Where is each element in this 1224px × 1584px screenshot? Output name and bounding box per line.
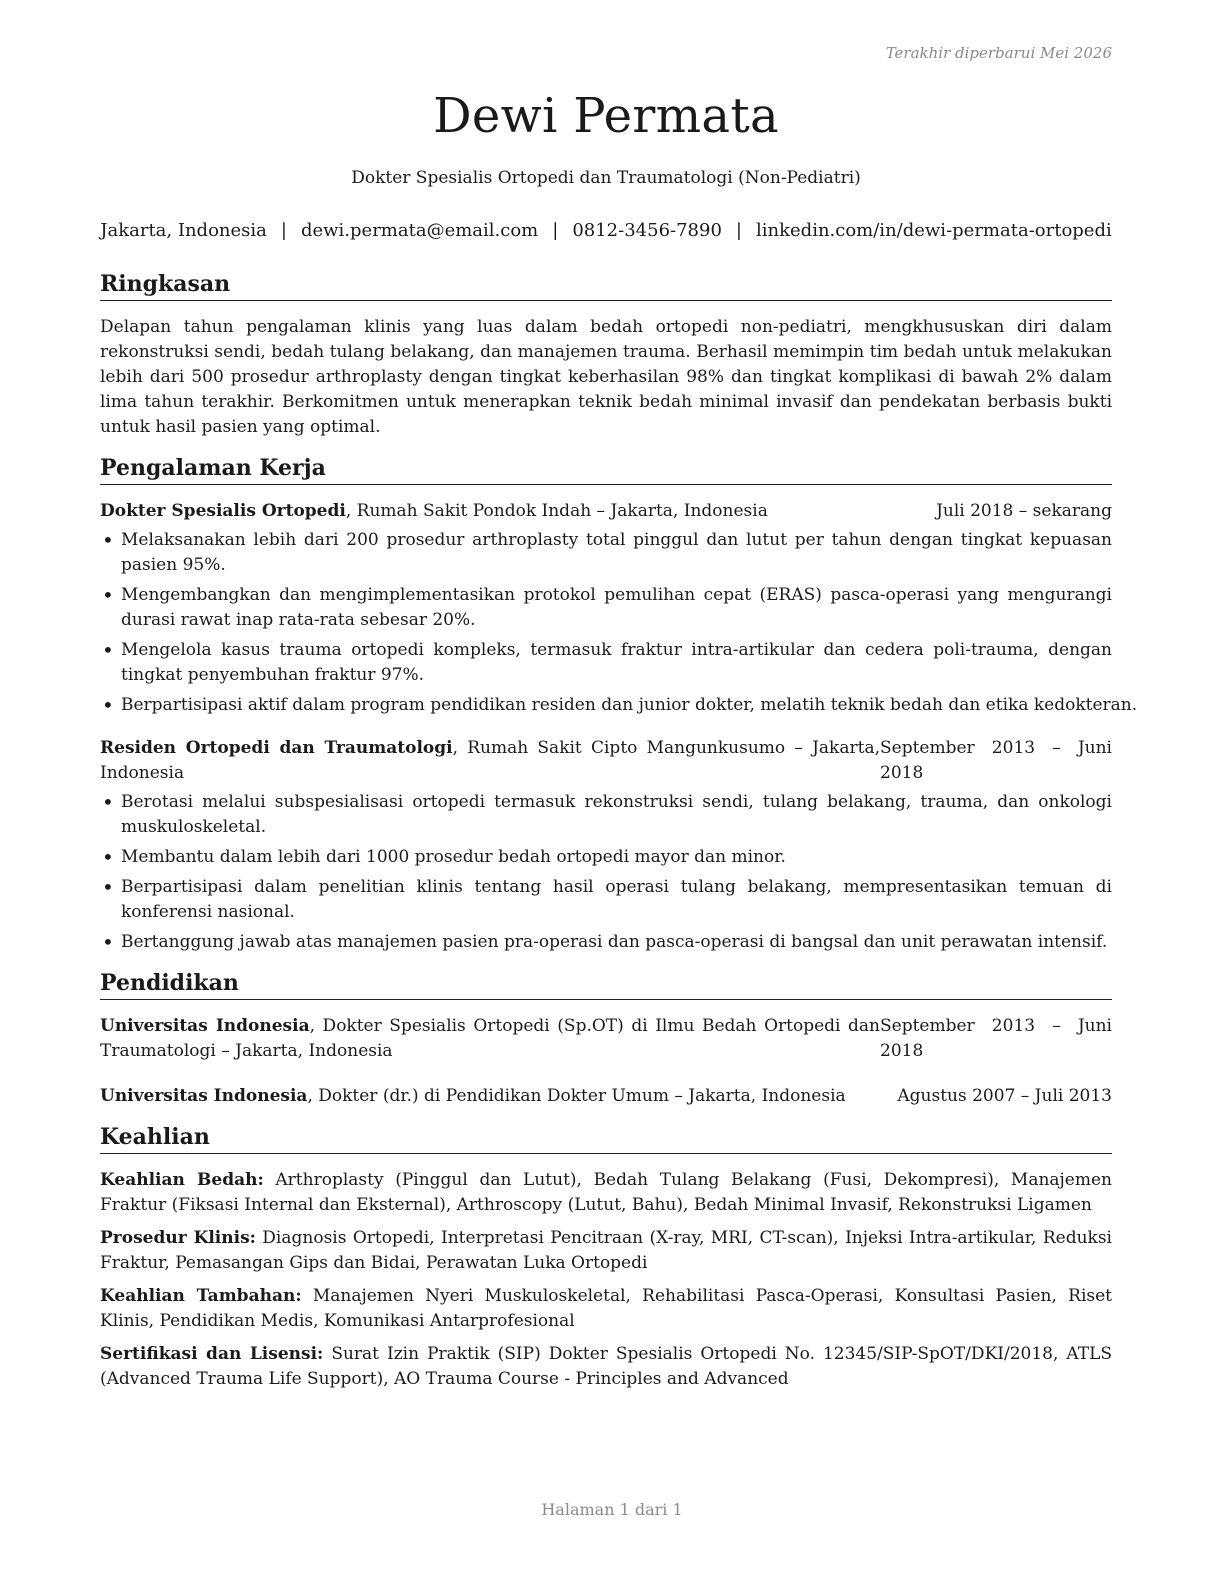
list-item: • Berpartisipasi dalam penelitian klinis tentang hasil operasi tulang belakang, mempresentasikan temuan di konferensi nasional. bbox=[100, 875, 1112, 925]
education-section bbox=[100, 969, 1112, 1109]
contact-line bbox=[100, 220, 1112, 241]
skill-text: Arthroplasty (Pinggul dan Lutut), Bedah Tulang Belakang (Fusi, Dekompresi), Manajemen Fraktur (Fiksasi Internal dan Eksternal), Arthroscopy (Lutut, Bahu), Bedah Minimal Invasif, Rekonstruksi Ligamen bbox=[100, 1170, 1112, 1215]
resume-content bbox=[100, 270, 1138, 1406]
skill-label: Prosedur Klinis: bbox=[100, 1228, 256, 1248]
job-title-line bbox=[100, 499, 936, 524]
education-line bbox=[100, 1084, 897, 1109]
school-name: Universitas Indonesia bbox=[100, 1016, 310, 1036]
list-item: • Berpartisipasi aktif dalam program pendidikan residen dan junior dokter, melatih teknik bedah dan etika kedokteran. bbox=[100, 693, 1112, 718]
person-name: Dewi Permata bbox=[433, 88, 779, 144]
contact-linkedin[interactable]: linkedin.com/in/dewi-permata-ortopedi bbox=[756, 220, 1112, 241]
skill-text: Manajemen Nyeri Muskuloskeletal, Rehabilitasi Pasca-Operasi, Konsultasi Pasien, Riset Klinis, Pendidikan Medis, Komunikasi Antarprofesional bbox=[100, 1286, 1112, 1331]
job-header bbox=[100, 499, 1112, 524]
job-org: , Rumah Sakit Cipto Mangunkusumo – Jakarta, Indonesia bbox=[100, 738, 880, 783]
contact-separator: | bbox=[280, 220, 287, 241]
skill-row bbox=[100, 1226, 1112, 1276]
contact-phone[interactable]: 0812-3456-7890 bbox=[572, 220, 722, 241]
list-item: • Bertanggung jawab atas manajemen pasien pra-operasi dan pasca-operasi di bangsal dan unit perawatan intensif. bbox=[100, 930, 1112, 955]
list-item: • Berotasi melalui subspesialisasi ortopedi termasuk rekonstruksi sendi, tulang belakang, trauma, dan onkologi muskuloskeletal. bbox=[100, 790, 1112, 840]
job-bullets bbox=[100, 528, 1138, 718]
skill-row bbox=[100, 1342, 1112, 1392]
school-name: Universitas Indonesia bbox=[100, 1086, 308, 1106]
contact-separator: | bbox=[735, 220, 742, 241]
experience-section bbox=[100, 454, 1138, 955]
last-updated: Terakhir diperbarui Mei 2026 bbox=[885, 44, 1112, 62]
contact-email[interactable]: dewi.permata@email.com bbox=[300, 220, 539, 241]
list-item: • Membantu dalam lebih dari 1000 prosedur bedah ortopedi mayor dan minor. bbox=[100, 845, 1112, 870]
skill-label: Keahlian Tambahan: bbox=[100, 1286, 302, 1306]
job-dates: September 2013 – Juni 2018 bbox=[880, 738, 1112, 783]
education-dates: September 2013 – Juni 2018 bbox=[880, 1016, 1112, 1061]
page-number: Halaman 1 dari 1 bbox=[541, 1500, 683, 1519]
job-title: Residen Ortopedi dan Traumatologi bbox=[100, 738, 453, 758]
job-subtitle: Dokter Spesialis Ortopedi dan Traumatologi (Non-Pediatri) bbox=[351, 168, 861, 188]
skill-row bbox=[100, 1168, 1112, 1218]
section-heading: Ringkasan bbox=[100, 270, 1112, 301]
list-item: • Mengembangkan dan mengimplementasikan protokol pemulihan cepat (ERAS) pasca-operasi yang mengurangi durasi rawat inap rata-rata sebesar 20%. bbox=[100, 583, 1112, 633]
skill-text: Diagnosis Ortopedi, Interpretasi Pencitraan (X-ray, MRI, CT-scan), Injeksi Intra-artikular, Reduksi Fraktur, Pemasangan Gips dan Bidai, Perawatan Luka Ortopedi bbox=[100, 1228, 1112, 1273]
education-header bbox=[100, 1014, 1112, 1064]
section-heading: Pengalaman Kerja bbox=[100, 454, 1112, 485]
education-entry bbox=[100, 1014, 1112, 1064]
job-entry bbox=[100, 499, 1138, 718]
job-title-line bbox=[100, 736, 880, 786]
job-entry bbox=[100, 736, 1112, 955]
skill-label: Sertifikasi dan Lisensi: bbox=[100, 1344, 324, 1364]
education-entry bbox=[100, 1084, 1112, 1109]
degree: , Dokter (dr.) di Pendidikan Dokter Umum – Jakarta, Indonesia bbox=[307, 1086, 846, 1106]
degree: , Dokter Spesialis Ortopedi (Sp.OT) di Ilmu Bedah Ortopedi dan Traumatologi – Jakarta, Indonesia bbox=[100, 1016, 880, 1061]
skills-section bbox=[100, 1123, 1112, 1392]
education-header bbox=[100, 1084, 1112, 1109]
list-item: • Melaksanakan lebih dari 200 prosedur arthroplasty total pinggul dan lutut per tahun dengan tingkat kepuasan pasien 95%. bbox=[100, 528, 1112, 578]
skill-text: Surat Izin Praktik (SIP) Dokter Spesialis Ortopedi No. 12345/SIP-SpOT/DKI/2018, ATLS (Advanced Trauma Life Support), AO Trauma Course - Principles and Advanced bbox=[100, 1344, 1112, 1389]
job-dates: Juli 2018 – sekarang bbox=[936, 501, 1112, 521]
skill-row bbox=[100, 1284, 1112, 1334]
section-heading: Pendidikan bbox=[100, 969, 1112, 1000]
job-bullets bbox=[100, 790, 1112, 955]
job-header bbox=[100, 736, 1112, 786]
education-dates: Agustus 2007 – Juli 2013 bbox=[897, 1086, 1112, 1106]
job-org: , Rumah Sakit Pondok Indah – Jakarta, Indonesia bbox=[345, 501, 768, 521]
job-title: Dokter Spesialis Ortopedi bbox=[100, 501, 346, 521]
education-line bbox=[100, 1014, 880, 1064]
contact-separator: | bbox=[552, 220, 559, 241]
list-item: • Mengelola kasus trauma ortopedi kompleks, termasuk fraktur intra-artikular dan cedera poli-trauma, dengan tingkat penyembuhan fraktur 97%. bbox=[100, 638, 1112, 688]
contact-location: Jakarta, Indonesia bbox=[100, 220, 267, 241]
summary-section bbox=[100, 270, 1112, 440]
skill-label: Keahlian Bedah: bbox=[100, 1170, 264, 1190]
section-heading: Keahlian bbox=[100, 1123, 1112, 1154]
summary-text: Delapan tahun pengalaman klinis yang luas dalam bedah ortopedi non-pediatri, mengkhususkan diri dalam rekonstruksi sendi, bedah tulang belakang, dan manajemen trauma. Berhasil memimpin tim bedah untuk melakukan lebih dari 500 prosedur arthroplasty dengan tingkat keberhasilan 98% dan tingkat komplikasi di bawah 2% dalam lima tahun terakhir. Berkomitmen untuk menerapkan teknik bedah minimal invasif dan pendekatan berbasis bukti untuk hasil pasien yang optimal. bbox=[100, 317, 1112, 437]
